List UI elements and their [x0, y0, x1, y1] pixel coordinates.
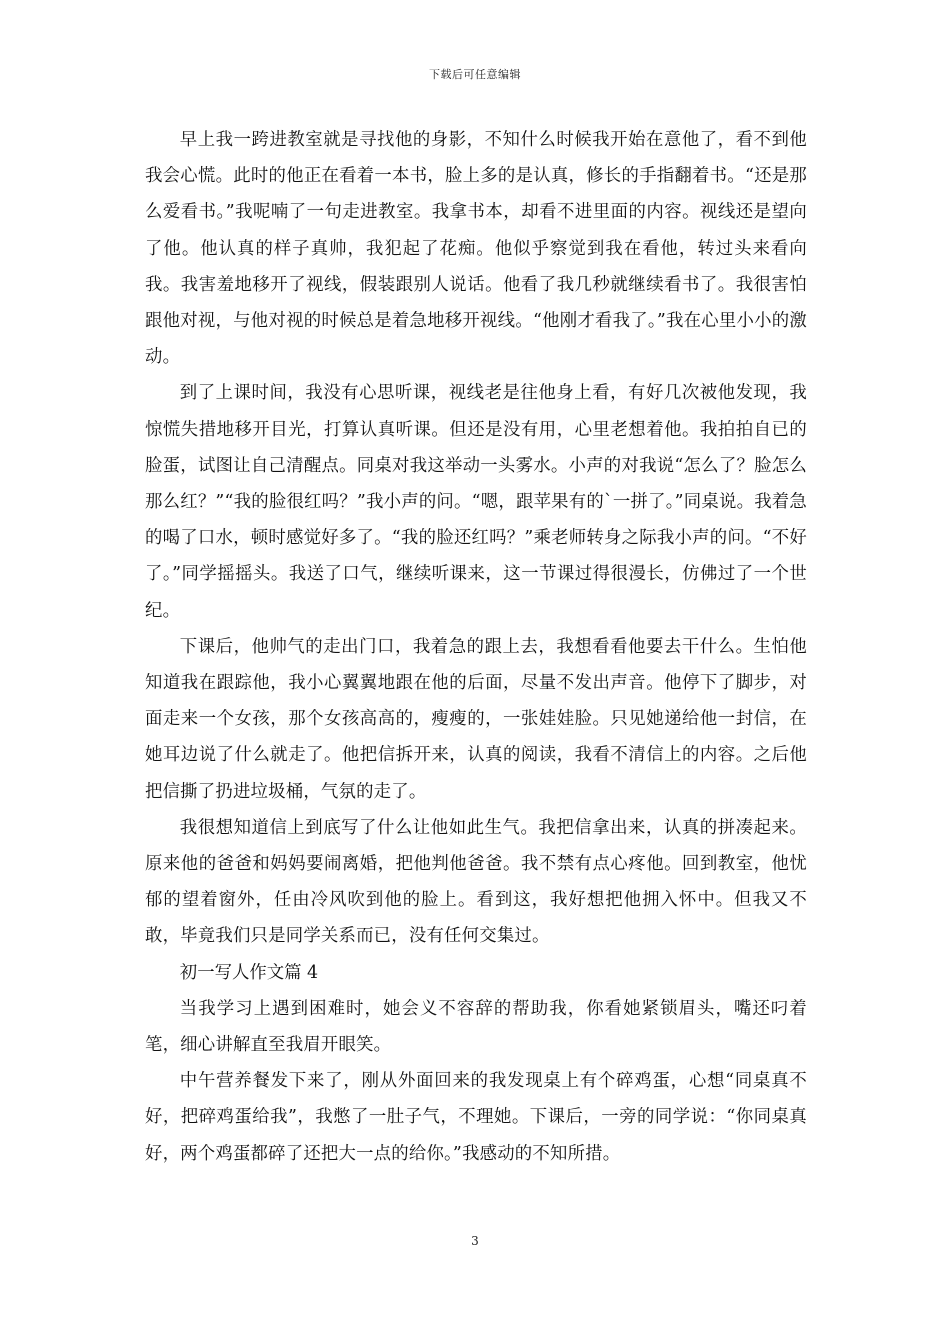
paragraph-4: 我很想知道信上到底写了什么让他如此生气。我把信拿出来，认真的拼凑起来。原来他的爸爸和妈妈要闹离婚，把他判他爸爸。我不禁有点心疼他。回到教室，他忧郁的望着窗外，任由冷风吹到他的脸上。看到这，我好想把他拥入怀中。但我又不敢，毕竟我们只是同学关系而已，没有任何交集过。: [145, 817, 807, 947]
section-title: 初一写人作文篇 4: [179, 962, 319, 983]
page-number: 3: [471, 1234, 479, 1248]
paragraph-5: 当我学习上遇到困难时，她会义不容辞的帮助我，你看她紧锁眉头，嘴还叼着笔，细心讲解直至我眉开眼笑。: [145, 998, 807, 1056]
paragraph-2: 到了上课时间，我没有心思听课，视线老是往他身上看，有好几次被他发现，我惊慌失措地移开目光，打算认真听课。但还是没有用，心里老想着他。我拍拍自已的脸蛋，试图让自己清醒点。同桌对我这举动一头雾水。小声的对我说“怎么了？脸怎么那么红？”“我的脸很红吗？”我小声的问。“嗯，跟苹果有的`一拼了。”同桌说。我着急的喝了口水，顿时感觉好多了。“我的脸还红吗？”乘老师转身之际我小声的问。“不好了。”同学摇摇头。我送了口气，继续听课来，这一节课过得很漫长，仿佛过了一个世纪。: [145, 383, 807, 621]
paragraph-3: 下课后，他帅气的走出门口，我着急的跟上去，我想看看他要去干什么。生怕他知道我在跟踪他，我小心翼翼地跟在他的后面，尽量不发出声音。他停下了脚步，对面走来一个女孩，那个女孩高高的，瘦瘦的，一张娃娃脸。只见她递给他一封信，在她耳边说了什么就走了。他把信拆开来，认真的阅读，我看不清信上的内容。之后他把信撕了扔进垃圾桶，气氛的走了。: [145, 636, 807, 802]
page-header: 下载后可任意编辑: [429, 68, 521, 81]
paragraph-6: 中午营养餐发下来了，刚从外面回来的我发现桌上有个碎鸡蛋，心想“同桌真不好，把碎鸡蛋给我”，我憋了一肚子气，不理她。下课后，一旁的同学说：“你同桌真好，两个鸡蛋都碎了还把大一点的给你。”我感动的不知所措。: [145, 1071, 807, 1164]
document-body: [145, 122, 807, 1172]
paragraph-1: 早上我一跨进教室就是寻找他的身影，不知什么时候我开始在意他了，看不到他我会心慌。此时的他正在看着一本书，脸上多的是认真，修长的手指翻着书。“还是那么爱看书。”我呢喃了一句走进教室。我拿书本，却看不进里面的内容。视线还是望向了他。他认真的样子真帅，我犯起了花痴。他似乎察觉到我在看他，转过头来看向我。我害羞地移开了视线，假装跟别人说话。他看了我几秒就继续看书了。我很害怕跟他对视，与他对视的时候总是着急地移开视线。“他刚才看我了。”我在心里小小的激动。: [145, 130, 807, 368]
